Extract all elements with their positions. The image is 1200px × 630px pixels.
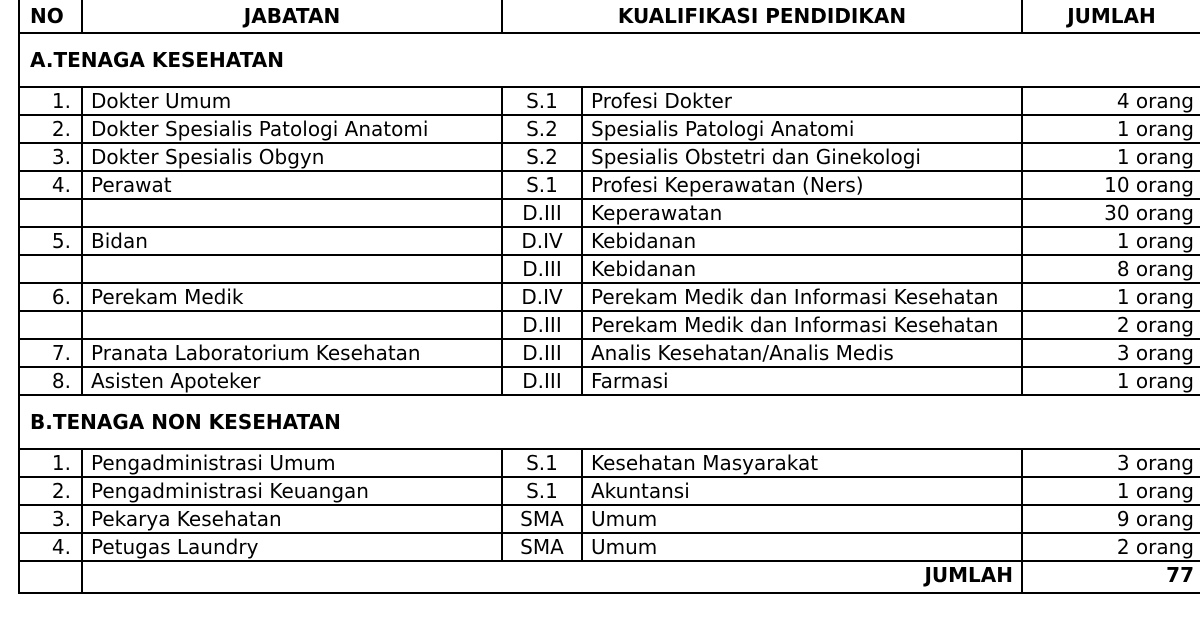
table-row (19, 143, 1200, 171)
table-row (19, 87, 1200, 115)
table-row (19, 339, 1200, 367)
total-value: 77 (1022, 561, 1200, 593)
row-number: 1. (19, 449, 82, 477)
jabatan-cell: Asisten Apoteker (82, 367, 502, 395)
jumlah-cell: 10 orang (1022, 171, 1200, 199)
row-number: 6. (19, 283, 82, 311)
jabatan-cell: Perekam Medik (82, 283, 502, 311)
row-number: 4. (19, 533, 82, 561)
total-blank-cell (19, 561, 82, 593)
jumlah-cell: 1 orang (1022, 283, 1200, 311)
jabatan-cell: Pranata Laboratorium Kesehatan (82, 339, 502, 367)
row-number: 1. (19, 87, 82, 115)
education-level-cell: S.1 (502, 477, 582, 505)
section-row (19, 33, 1200, 87)
header-jumlah: JUMLAH (1022, 0, 1200, 33)
table-row (19, 199, 1200, 227)
education-level-cell: S.1 (502, 87, 582, 115)
jabatan-cell (82, 311, 502, 339)
jumlah-cell: 3 orang (1022, 339, 1200, 367)
table-row (19, 477, 1200, 505)
jabatan-cell: Dokter Spesialis Patologi Anatomi (82, 115, 502, 143)
qualification-cell: Umum (582, 505, 1022, 533)
jabatan-cell: Bidan (82, 227, 502, 255)
jabatan-cell: Dokter Umum (82, 87, 502, 115)
jumlah-cell: 1 orang (1022, 115, 1200, 143)
table-row (19, 171, 1200, 199)
section-title: B.TENAGA NON KESEHATAN (19, 395, 1200, 449)
jumlah-cell: 1 orang (1022, 477, 1200, 505)
table-row (19, 115, 1200, 143)
qualification-cell: Akuntansi (582, 477, 1022, 505)
jumlah-cell: 1 orang (1022, 143, 1200, 171)
jumlah-cell: 2 orang (1022, 533, 1200, 561)
section-row (19, 395, 1200, 449)
row-number: 2. (19, 115, 82, 143)
row-number: 4. (19, 171, 82, 199)
education-level-cell: S.2 (502, 115, 582, 143)
jumlah-cell: 4 orang (1022, 87, 1200, 115)
qualification-cell: Perekam Medik dan Informasi Kesehatan (582, 311, 1022, 339)
row-number: 8. (19, 367, 82, 395)
jabatan-cell: Pengadministrasi Umum (82, 449, 502, 477)
jumlah-cell: 9 orang (1022, 505, 1200, 533)
jumlah-cell: 8 orang (1022, 255, 1200, 283)
qualification-cell: Kebidanan (582, 227, 1022, 255)
total-row (19, 561, 1200, 593)
jumlah-cell: 3 orang (1022, 449, 1200, 477)
row-number: 3. (19, 143, 82, 171)
jumlah-cell: 1 orang (1022, 227, 1200, 255)
education-level-cell: D.III (502, 311, 582, 339)
table-row (19, 533, 1200, 561)
row-number (19, 255, 82, 283)
education-level-cell: SMA (502, 533, 582, 561)
table-row (19, 283, 1200, 311)
row-number: 5. (19, 227, 82, 255)
education-level-cell: D.III (502, 339, 582, 367)
staffing-table-container (18, 0, 1200, 594)
jabatan-cell: Pekarya Kesehatan (82, 505, 502, 533)
row-number: 2. (19, 477, 82, 505)
education-level-cell: D.III (502, 255, 582, 283)
total-label: JUMLAH (82, 561, 1022, 593)
row-number: 3. (19, 505, 82, 533)
table-header-row (19, 0, 1200, 33)
education-level-cell: SMA (502, 505, 582, 533)
qualification-cell: Profesi Dokter (582, 87, 1022, 115)
qualification-cell: Umum (582, 533, 1022, 561)
jumlah-cell: 30 orang (1022, 199, 1200, 227)
jumlah-cell: 1 orang (1022, 367, 1200, 395)
jabatan-cell (82, 199, 502, 227)
jumlah-cell: 2 orang (1022, 311, 1200, 339)
qualification-cell: Kebidanan (582, 255, 1022, 283)
header-kualifikasi: KUALIFIKASI PENDIDIKAN (502, 0, 1022, 33)
education-level-cell: D.III (502, 199, 582, 227)
header-jabatan: JABATAN (82, 0, 502, 33)
section-title: A.TENAGA KESEHATAN (19, 33, 1200, 87)
header-no: NO (19, 0, 82, 33)
jabatan-cell: Pengadministrasi Keuangan (82, 477, 502, 505)
jabatan-cell (82, 255, 502, 283)
qualification-cell: Spesialis Patologi Anatomi (582, 115, 1022, 143)
qualification-cell: Kesehatan Masyarakat (582, 449, 1022, 477)
education-level-cell: S.2 (502, 143, 582, 171)
table-row (19, 505, 1200, 533)
table-body (19, 33, 1200, 593)
qualification-cell: Keperawatan (582, 199, 1022, 227)
table-row (19, 255, 1200, 283)
education-level-cell: S.1 (502, 449, 582, 477)
table-row (19, 311, 1200, 339)
education-level-cell: S.1 (502, 171, 582, 199)
row-number (19, 199, 82, 227)
qualification-cell: Analis Kesehatan/Analis Medis (582, 339, 1022, 367)
jabatan-cell: Perawat (82, 171, 502, 199)
jabatan-cell: Dokter Spesialis Obgyn (82, 143, 502, 171)
qualification-cell: Spesialis Obstetri dan Ginekologi (582, 143, 1022, 171)
table-row (19, 227, 1200, 255)
row-number: 7. (19, 339, 82, 367)
jabatan-cell: Petugas Laundry (82, 533, 502, 561)
staffing-table (18, 0, 1200, 594)
qualification-cell: Farmasi (582, 367, 1022, 395)
education-level-cell: D.IV (502, 227, 582, 255)
education-level-cell: D.IV (502, 283, 582, 311)
table-row (19, 367, 1200, 395)
qualification-cell: Perekam Medik dan Informasi Kesehatan (582, 283, 1022, 311)
education-level-cell: D.III (502, 367, 582, 395)
table-row (19, 449, 1200, 477)
row-number (19, 311, 82, 339)
qualification-cell: Profesi Keperawatan (Ners) (582, 171, 1022, 199)
